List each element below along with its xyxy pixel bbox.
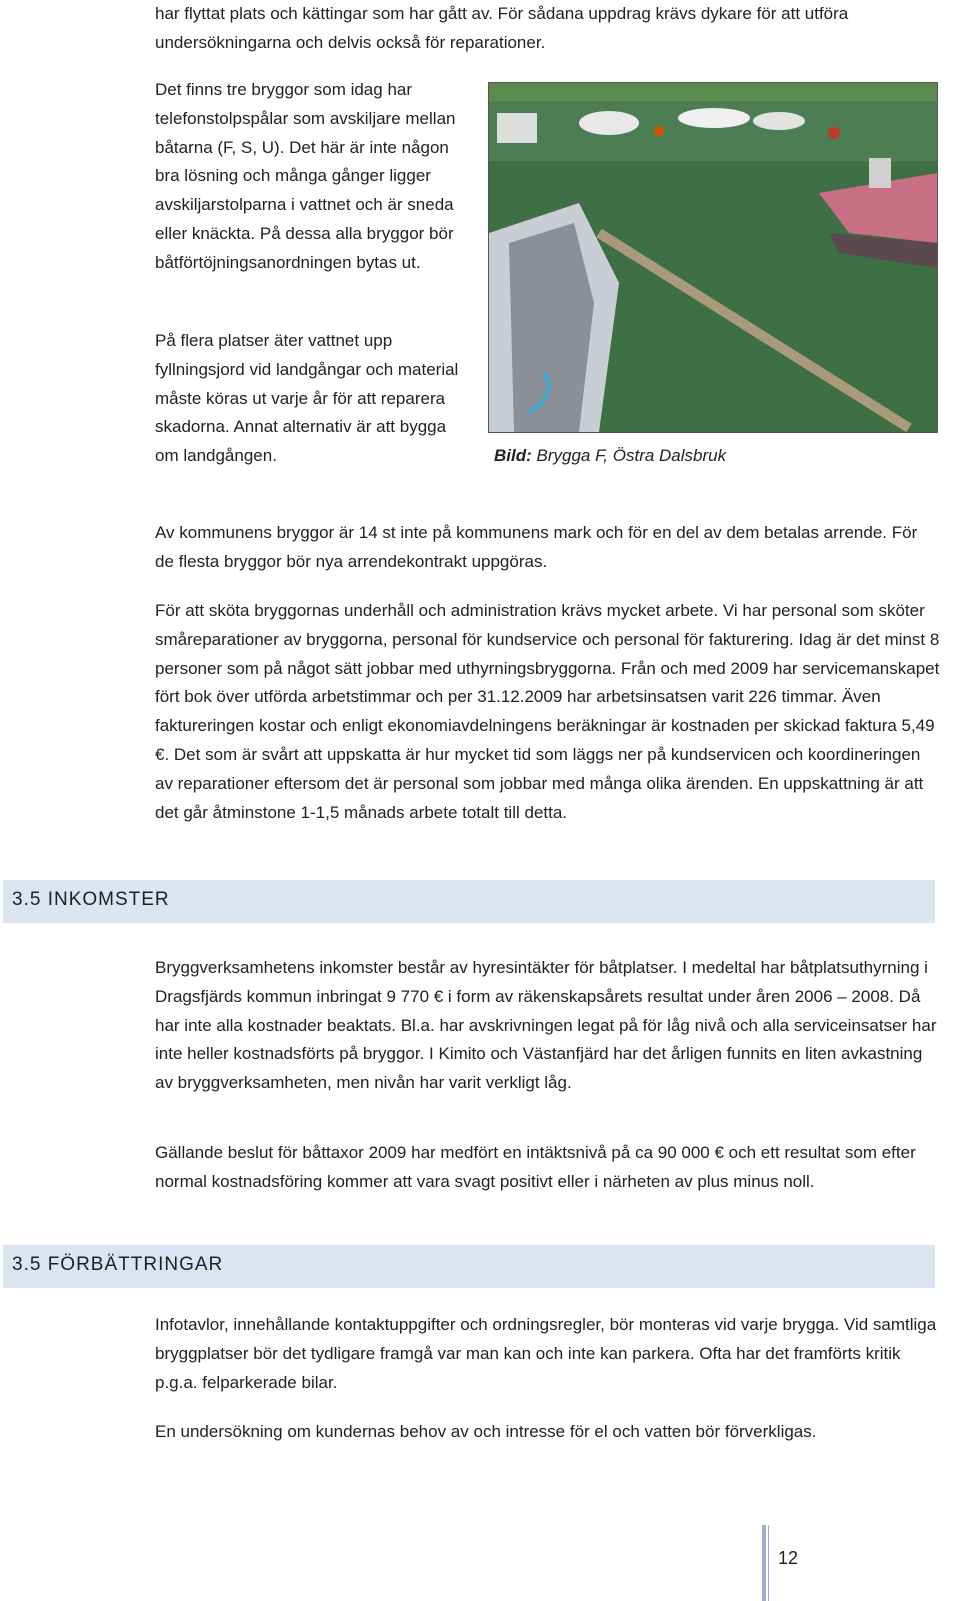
arrende-paragraph: Av kommunens bryggor är 14 st inte på kommunens mark och för en del av dem betalas arrende. För de flesta bryggor bör nya arrendekontrakt uppgöras. <box>155 523 918 571</box>
underhall-paragraph: För att sköta bryggornas underhåll och administration krävs mycket arbete. Vi har personal som sköter småreparationer av bryggorna, personal för kundservice och personal för fakturering. Idag är det minst 8 personer som på något sätt jobbar med uthyrningsbryggorna. Från och med 2009 har servicemanskapet fört bok över utförda arbetstimmar och per 31.12.2009 har arbetsinsatsen varit 226 timmar. Även faktureringen kostar och enligt ekonomiavdelningens beräkningar är kostnaden per skickad faktura 5,49 €. Det som är svårt att uppskatta är hur mycket tid som läggs ner på kundservicen och koordineringen av reparationer eftersom det är personal som jobbar med många olika ärenden. En uppskattning är att det går åtminstone 1-1,5 månads arbete totalt till detta. <box>155 601 940 822</box>
section-heading-forbattringar <box>3 1245 935 1288</box>
section-heading-inkomster <box>3 880 935 923</box>
boats-image <box>489 83 937 432</box>
page-number: 12 <box>778 1548 799 1568</box>
heading-forbattringar-text: 3.5 FÖRBÄTTRINGAR <box>12 1254 224 1275</box>
heading-inkomster-text: 3.5 INKOMSTER <box>12 889 170 910</box>
caption-text: Brygga F, Östra Dalsbruk <box>536 446 727 465</box>
intro-paragraph: har flyttat plats och kättingar som har gått av. För sådana uppdrag krävs dykare för att utföra undersökningarna och delvis också för reparationer. <box>155 4 849 52</box>
forbattringar-paragraph-2: En undersökning om kundernas behov av och intresse för el och vatten bör förverkligas. <box>155 1422 817 1441</box>
page-footer-rule-thin <box>768 1525 769 1601</box>
dock-photo <box>488 82 938 433</box>
bryggor-paragraph: Det finns tre bryggor som idag har telefonstolpspålar som avskiljare mellan båtarna (F, S, U). Det här är inte någon bra lösning och många gånger ligger avskiljarstolparna i vattnet och är sneda eller knäckta. På dessa alla bryggor bör båtförtöjningsanordningen bytas ut. <box>155 80 456 272</box>
caption-label: Bild: <box>494 446 532 465</box>
forbattringar-paragraph-1: Infotavlor, innehållande kontaktuppgifter och ordningsregler, bör monteras vid varje brygga. Vid samtliga bryggplatser bör det tydligare framgå var man kan och inte kan parkera. Ofta har det framförts kritik p.g.a. felparkerade bilar. <box>155 1315 937 1392</box>
inkomster-paragraph-2: Gällande beslut för båttaxor 2009 har medfört en intäktsnivå på ca 90 000 € och ett resultat som efter normal kostnadsföring kommer att vara svagt positivt eller i närheten av plus minus noll. <box>155 1143 916 1191</box>
page-footer-rule <box>762 1525 766 1601</box>
fyllning-paragraph: På flera platser äter vattnet upp fyllningsjord vid landgångar och material måste köras ut varje år för att reparera skadorna. Annat alternativ är att bygga om landgången. <box>155 331 459 466</box>
inkomster-paragraph-1: Bryggverksamhetens inkomster består av hyresintäkter för båtplatser. I medeltal har båtplatsuthyrning i Dragsfjärds kommun inbringat 9 770 € i form av räkenskapsårets resultat under åren 2006 – 2008. Då har inte alla kostnader beaktats. Bl.a. har avskrivningen legat på för låg nivå och alla serviceinsatser har inte heller kostnadsförts på bryggor. I Kimito och Västanfjärd har det årligen funnits en liten avkastning av bryggverksamheten, men nivån har varit verkligt låg. <box>155 958 937 1093</box>
photo-caption <box>494 442 726 470</box>
